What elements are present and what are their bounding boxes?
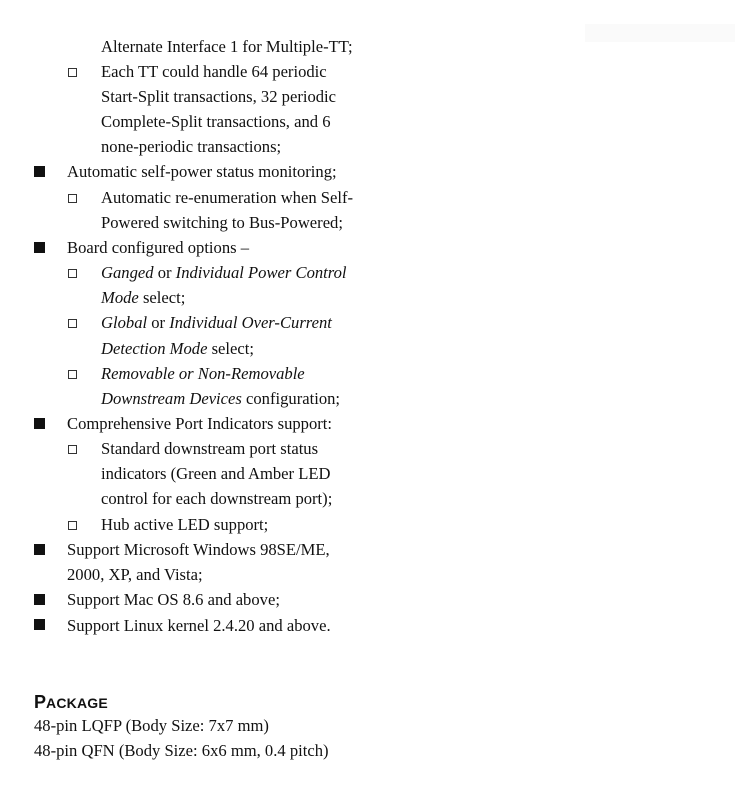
heading-initial: P — [34, 692, 47, 712]
text-line — [101, 386, 340, 411]
italic-term: Detection Mode — [101, 339, 208, 358]
text-line: Support Linux kernel 2.4.20 and above. — [67, 616, 331, 635]
text-line: indicators (Green and Amber LED — [101, 464, 331, 483]
italic-term: Ganged — [101, 263, 154, 282]
text-line: Automatic self-power status monitoring; — [67, 162, 337, 181]
italic-term: Removable or Non-Removable — [101, 364, 305, 383]
filled-square-bullet-icon — [34, 619, 45, 630]
hollow-square-bullet-icon — [68, 68, 77, 77]
hollow-square-bullet-icon — [68, 370, 77, 379]
package-line: 48-pin LQFP (Body Size: 7x7 mm) — [34, 716, 269, 735]
filled-square-bullet-icon — [34, 594, 45, 605]
italic-term: Individual Over-Current — [169, 313, 332, 332]
text-line: Hub active LED support; — [101, 515, 269, 534]
text-line — [101, 285, 185, 310]
text-line: Comprehensive Port Indicators support: — [67, 414, 332, 433]
hollow-square-bullet-icon — [68, 521, 77, 530]
text-span: select; — [138, 288, 186, 307]
hollow-square-bullet-icon — [68, 194, 77, 203]
text-line: Support Microsoft Windows 98SE/ME, — [67, 540, 330, 559]
italic-term: Global — [101, 313, 148, 332]
text-line — [101, 310, 332, 335]
text-line: Board configured options – — [67, 238, 250, 257]
text-span: select; — [207, 339, 254, 358]
italic-term: Downstream Devices — [101, 389, 242, 408]
filled-square-bullet-icon — [34, 242, 45, 253]
hollow-square-bullet-icon — [68, 319, 77, 328]
italic-term: Mode — [101, 288, 139, 307]
text-line: Alternate Interface 1 for Multiple-TT; — [101, 37, 353, 56]
text-line: 2000, XP, and Vista; — [67, 565, 203, 584]
heading-rest: ACKAGE — [46, 695, 108, 711]
text-line — [101, 336, 254, 361]
text-line: Standard downstream port status — [101, 439, 319, 458]
filled-square-bullet-icon — [34, 166, 45, 177]
hollow-square-bullet-icon — [68, 445, 77, 454]
faint-header-bar — [585, 24, 735, 42]
text-line — [101, 361, 305, 386]
text-line: Powered switching to Bus-Powered; — [101, 213, 343, 232]
text-line: none-periodic transactions; — [101, 137, 282, 156]
text-span: or — [153, 263, 176, 282]
text-line — [101, 260, 347, 285]
filled-square-bullet-icon — [34, 418, 45, 429]
text-line: Support Mac OS 8.6 and above; — [67, 590, 280, 609]
text-line: Start-Split transactions, 32 periodic — [101, 87, 337, 106]
hollow-square-bullet-icon — [68, 269, 77, 278]
filled-square-bullet-icon — [34, 544, 45, 555]
text-line: Each TT could handle 64 periodic — [101, 62, 327, 81]
italic-term: Individual Power Control — [175, 263, 347, 282]
text-span: configuration; — [241, 389, 341, 408]
text-line: Complete-Split transactions, and 6 — [101, 112, 331, 131]
text-line: control for each downstream port); — [101, 489, 333, 508]
package-line: 48-pin QFN (Body Size: 6x6 mm, 0.4 pitch) — [34, 741, 329, 760]
text-span: or — [147, 313, 170, 332]
text-line: Automatic re-enumeration when Self- — [101, 188, 354, 207]
